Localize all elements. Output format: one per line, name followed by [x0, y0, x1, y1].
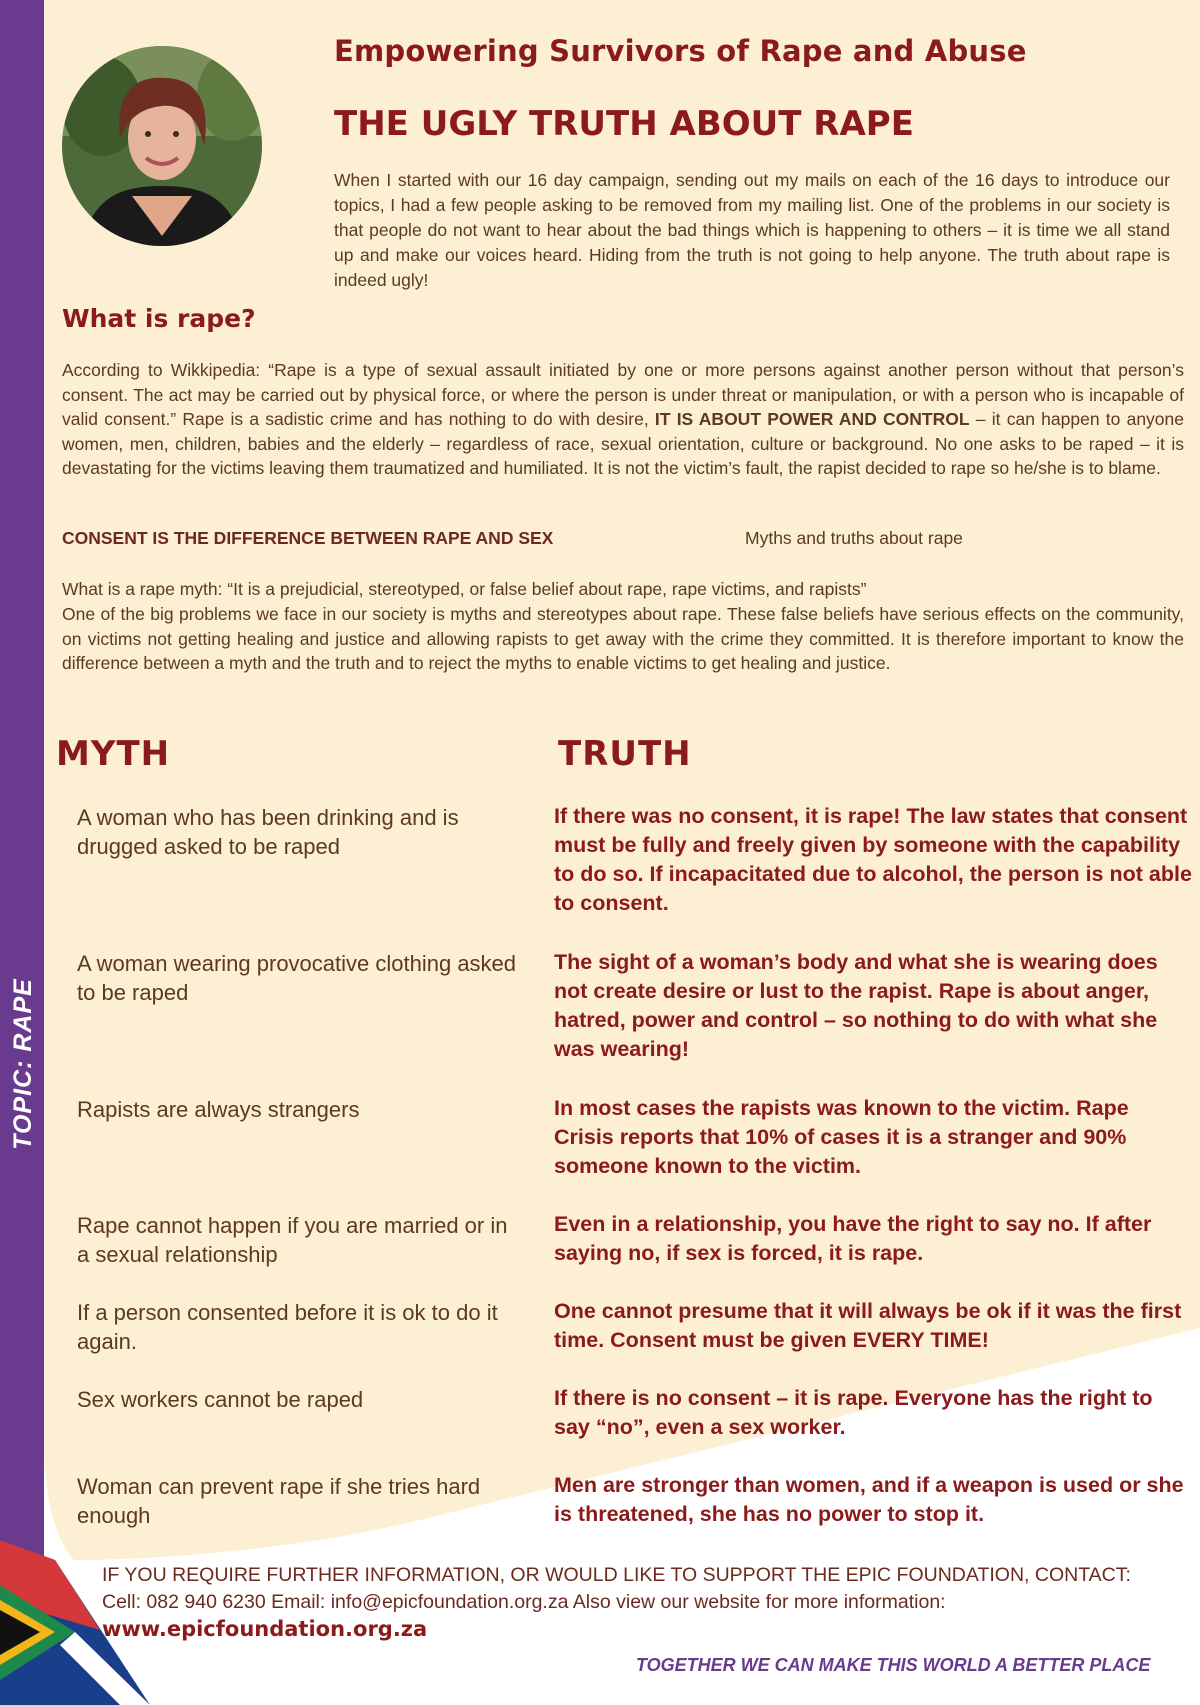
myth-column-header: MYTH: [56, 734, 171, 774]
truth-item: If there was no consent, it is rape! The law states that consent must be fully and freely given by someone with the capability to do so. If incapacitated due to alcohol, the person is not able to consent.: [554, 804, 1192, 915]
definition-bold-text: IT IS ABOUT POWER AND CONTROL: [654, 409, 970, 429]
rape-myth-definition: What is a rape myth: “It is a prejudicial, stereotyped, or false belief about rape, rape victims, and rapists”: [62, 579, 867, 599]
truth-column-header: TRUTH: [558, 734, 692, 774]
myth-item: If a person consented before it is ok to do it again.: [77, 1300, 498, 1354]
rape-myth-paragraph: One of the big problems we face in our society is myths and stereotypes about rape. These false beliefs have serious effects on the community, on victims not getting healing and justice and allowing rapists to get away with the crime they committed. It is therefore important to know the difference between a myth and the truth and to reject the myths to enable victims to get healing and justice.: [62, 604, 1184, 673]
contact-line-2: Cell: 082 940 6230 Email: info@epicfoundation.org.za Also view our website for more information:: [102, 1591, 946, 1613]
truth-item: One cannot presume that it will always be ok if it was the first time. Consent must be given EVERY TIME!: [554, 1299, 1182, 1352]
what-is-rape-heading: What is rape?: [62, 304, 256, 333]
contact-footer: [102, 1562, 1131, 1643]
topic-side-label: [6, 964, 46, 1164]
truth-item: The sight of a woman’s body and what she is wearing does not create desire or lust to the rapist. Rape is about anger, hatred, power and control – so nothing to do with what she was wearing!: [554, 950, 1158, 1061]
truth-item: Even in a relationship, you have the right to say no. If after saying no, if sex is forced, it is rape.: [554, 1212, 1152, 1265]
org-heading: Empowering Survivors of Rape and Abuse: [334, 34, 1027, 68]
consent-statement: CONSENT IS THE DIFFERENCE BETWEEN RAPE AND SEX: [62, 528, 554, 548]
contact-line-1: IF YOU REQUIRE FURTHER INFORMATION, OR WOULD LIKE TO SUPPORT THE EPIC FOUNDATION, CONTACT:: [102, 1564, 1131, 1586]
page-title: THE UGLY TRUTH ABOUT RAPE: [334, 104, 914, 144]
truth-item: Men are stronger than women, and if a weapon is used or she is threatened, she has no power to stop it.: [554, 1473, 1184, 1526]
myth-item: A woman who has been drinking and is drugged asked to be raped: [77, 805, 459, 859]
myth-item: Rapists are always strangers: [77, 1097, 360, 1122]
myth-item: Sex workers cannot be raped: [77, 1387, 364, 1412]
truth-item: In most cases the rapists was known to the victim. Rape Crisis reports that 10% of cases it is a stranger and 90% someone known to the victim.: [554, 1096, 1129, 1178]
myths-truths-label: Myths and truths about rape: [745, 528, 963, 548]
definition-text-a: According to Wikkipedia: “Rape is a type of sexual assault initiated by one or more persons against another person without that person’s consent. The act may be carried out by physical force, or where the person is under threat or manipulation, or with a person who is incapable of valid consent.” Rape is a sadistic crime and has nothing to do with desire,: [62, 360, 1184, 429]
author-portrait: [62, 46, 262, 246]
definition-text-b: – it can happen to anyone women, men, children, babies and the elderly – regardless of race, sexual orientation, culture or background. No one asks to be raped – it is devastating for the victims leaving them traumatized and humiliated. It is not the victim’s fault, the rapist decided to rape so he/she is to blame.: [62, 409, 1184, 478]
definition-paragraph: [62, 358, 1184, 481]
truth-item: If there is no consent – it is rape. Everyone has the right to say “no”, even a sex worker.: [554, 1386, 1153, 1439]
topic-label-text: TOPIC: RAPE: [9, 978, 37, 1150]
myth-item: A woman wearing provocative clothing asked to be raped: [77, 951, 517, 1005]
myth-item: Woman can prevent rape if she tries hard enough: [77, 1474, 481, 1528]
portrait-image: [62, 46, 262, 246]
myth-item: Rape cannot happen if you are married or in a sexual relationship: [77, 1213, 508, 1267]
intro-paragraph: When I started with our 16 day campaign, sending out my mails on each of the 16 days to introduce our topics, I had a few people asking to be removed from my mailing list. One of the problems in our society is that people do not want to hear about the bad things which is happening to others – it is time we all stand up and make our voices heard. Hiding from the truth is not going to help anyone. The truth about rape is indeed ugly!: [334, 170, 1170, 290]
website-link[interactable]: www.epicfoundation.org.za: [102, 1617, 428, 1641]
tagline: TOGETHER WE CAN MAKE THIS WORLD A BETTER PLACE: [636, 1655, 1151, 1675]
